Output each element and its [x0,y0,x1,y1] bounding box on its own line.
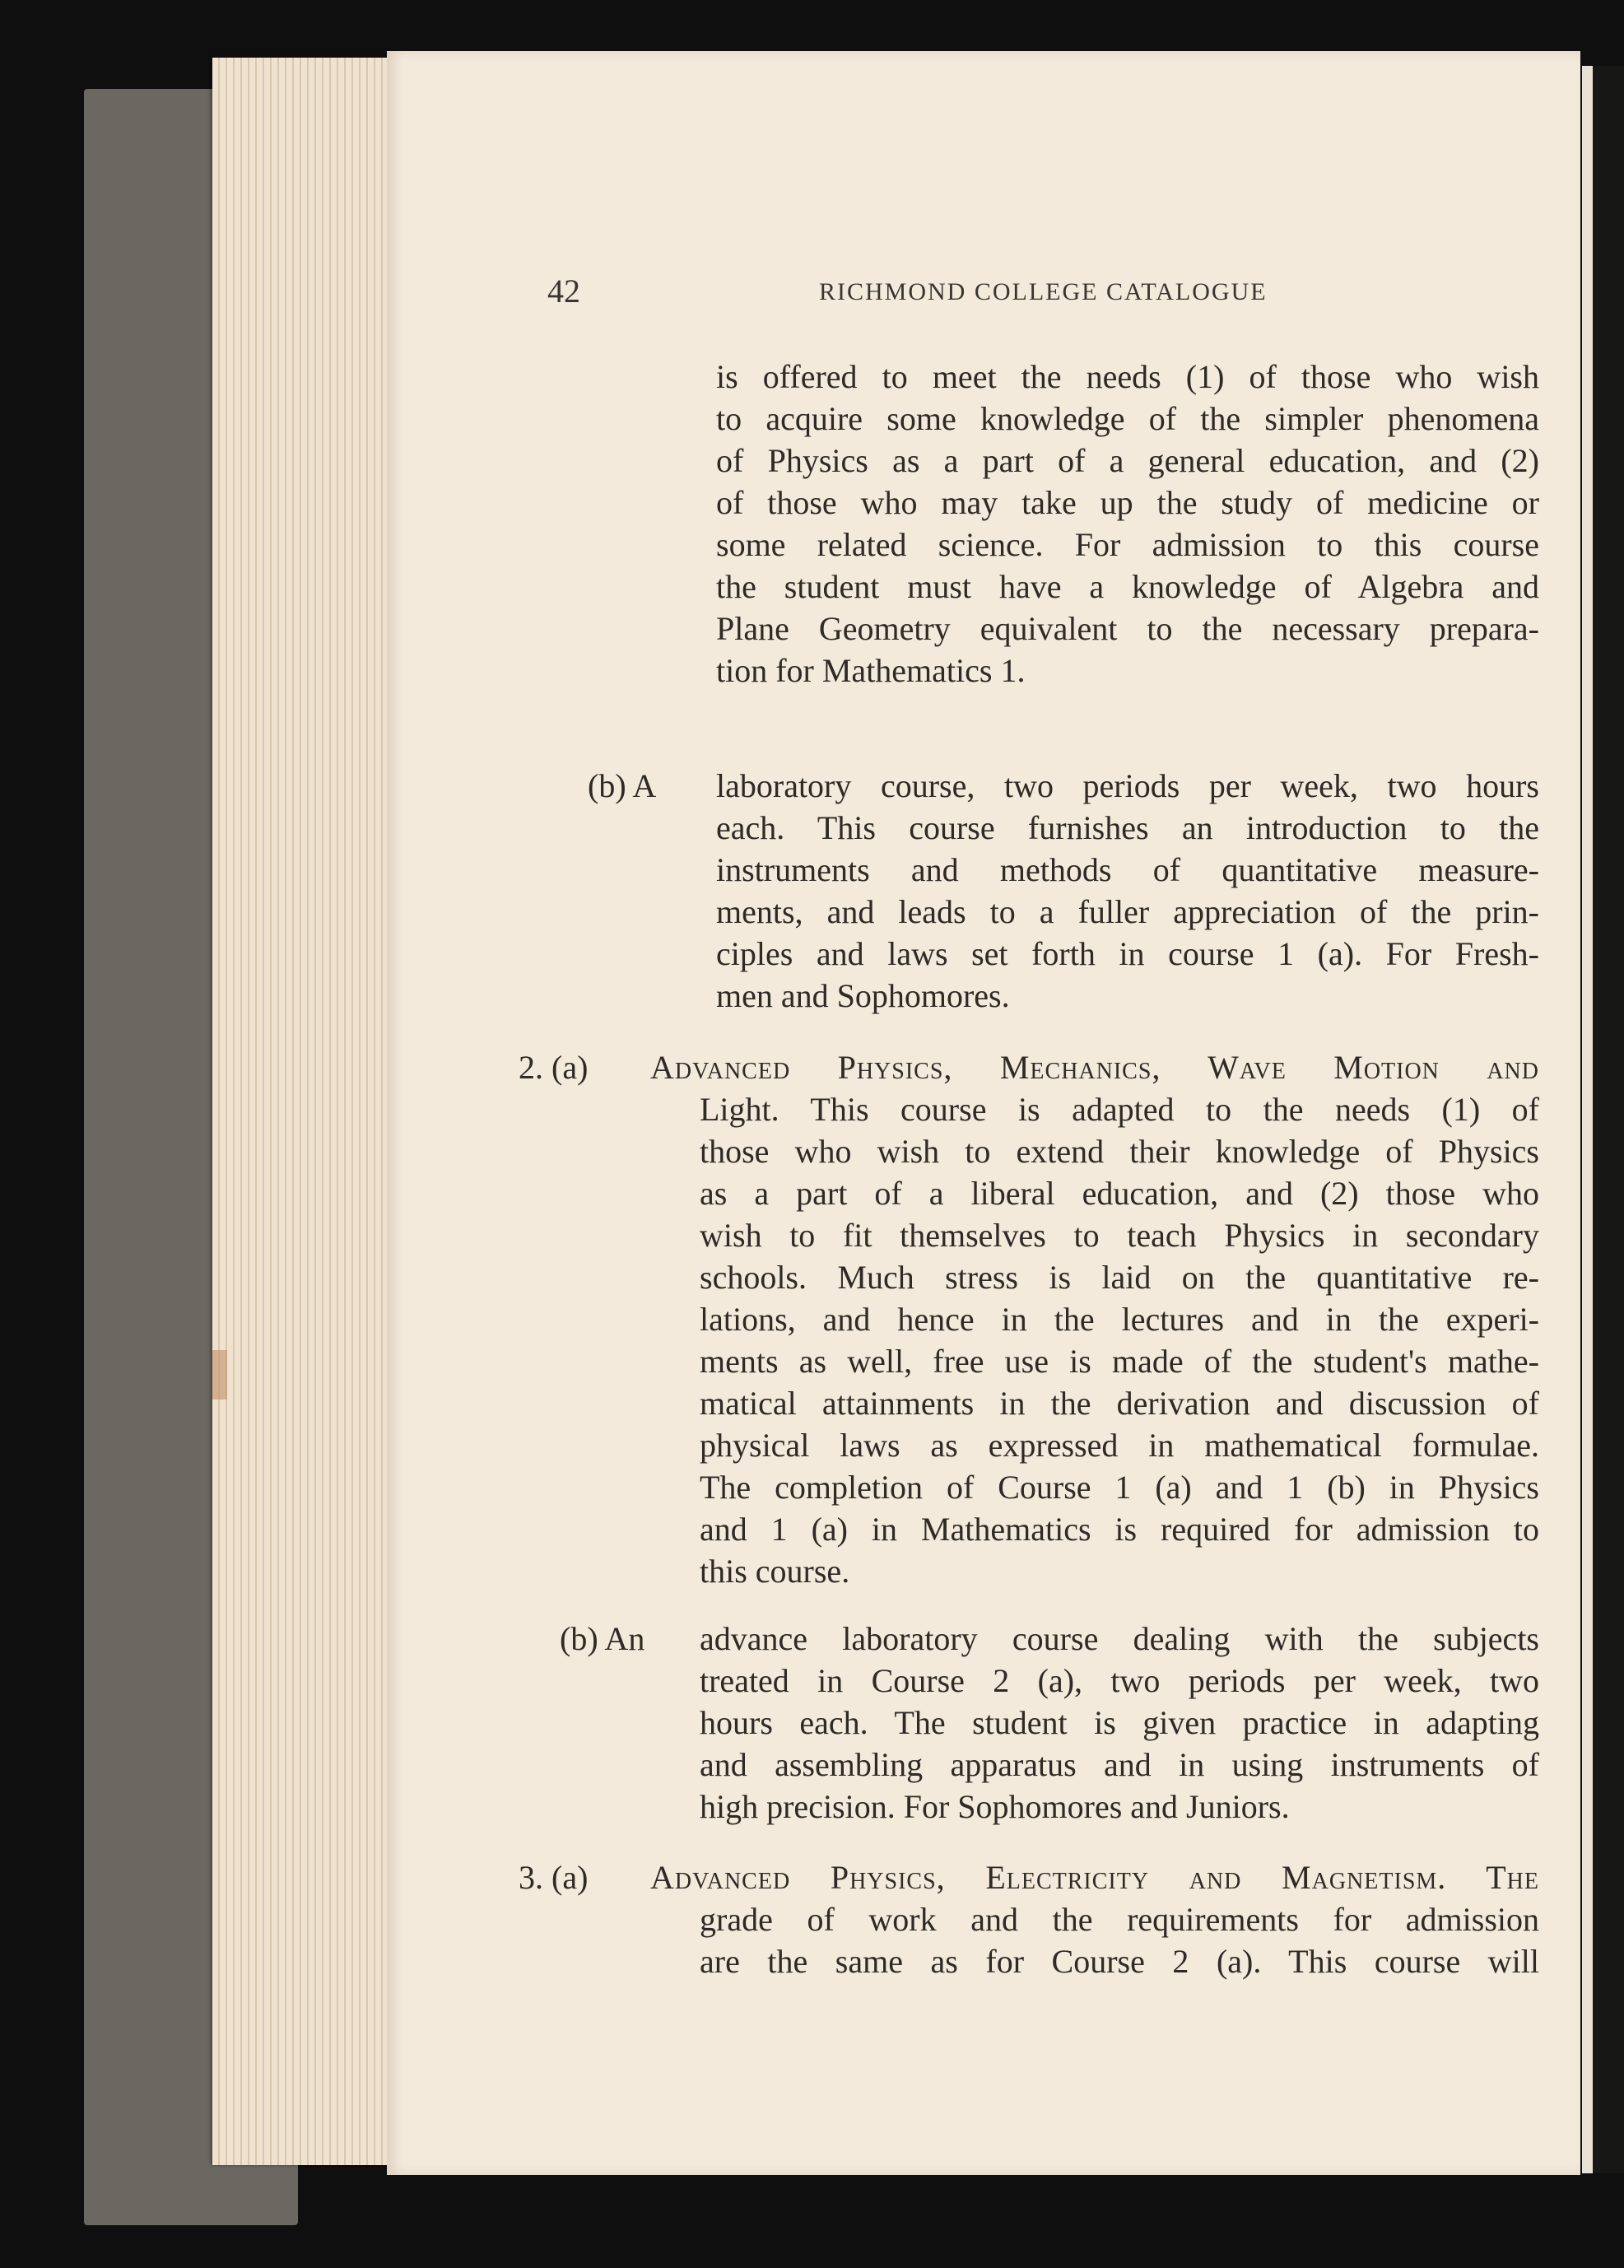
text-line: Light. This course is adapted to the needs (1) of [700,1091,1539,1128]
text-line: laboratory course, two periods per week, two hours [716,767,1539,804]
text-line: physical laws as expressed in mathematical formulae. [700,1427,1539,1464]
text-line: some related science. For admission to this course [716,526,1539,563]
text-line: the student must have a knowledge of Algebra and [716,568,1539,605]
item-1b-paragraph [716,765,1539,1017]
text-line: hours each. The student is given practice in adapting [700,1704,1539,1741]
text-line: those who wish to extend their knowledge of Physics [700,1133,1539,1170]
text-line: is offered to meet the needs (1) of those who wish [716,358,1539,395]
text-line: treated in Course 2 (a), two periods per week, two [700,1662,1539,1699]
item-3a-paragraph [650,1856,1539,1898]
text-line: men and Sophomores. [716,977,1010,1014]
catalogue-page [387,51,1580,2175]
text-line: wish to fit themselves to teach Physics in secondary [700,1217,1539,1254]
item-2a-body [700,1088,1539,1592]
text-line: ciples and laws set forth in course 1 (a). For Fresh- [716,935,1539,972]
text-line: instruments and methods of quantitative measure- [716,851,1539,888]
text-line: are the same as for Course 2 (a). This course will [700,1943,1539,1980]
page-edge-stain [212,1350,227,1399]
text-line: advance laboratory course dealing with the subjects [700,1620,1539,1657]
text-line: and 1 (a) in Mathematics is required for admission to [700,1511,1539,1548]
item-2b-paragraph [700,1618,1539,1828]
text-line: of those who may take up the study of medicine or [716,484,1539,521]
text-line: grade of work and the requirements for admission [700,1901,1539,1938]
page-edges [212,58,393,2165]
item-2a-paragraph [650,1046,1539,1088]
continuation-paragraph [716,356,1539,692]
course-title: Advanced Physics, Mechanics, Wave Motion and [650,1049,1539,1086]
text-line: Plane Geometry equivalent to the necessary prepara- [716,610,1539,647]
text-line: this course. [700,1553,850,1590]
item-2b-marker: (b) An [560,1620,645,1657]
text-line: as a part of a liberal education, and (2) those who [700,1175,1539,1212]
text-line: tion for Mathematics 1. [716,652,1026,689]
page-number: 42 [547,272,580,310]
item-3a-marker: 3. (a) [519,1859,589,1896]
text-line: high precision. For Sophomores and Juniors. [700,1788,1290,1825]
text-line: to acquire some knowledge of the simpler phenomena [716,400,1539,437]
item-2a-marker: 2. (a) [519,1049,589,1086]
text-line: ments as well, free use is made of the student's mathe- [700,1343,1539,1380]
adjacent-page-shadow [1593,66,1624,2173]
running-head: RICHMOND COLLEGE CATALOGUE [819,278,1268,305]
text-line: The completion of Course 1 (a) and 1 (b) in Physics [700,1469,1539,1506]
text-line: ments, and leads to a fuller appreciation of the prin- [716,893,1539,930]
course-title: Advanced Physics, Electricity and Magnetism. The [650,1859,1539,1896]
text-line: schools. Much stress is laid on the quantitative re- [700,1259,1539,1296]
text-line: and assembling apparatus and in using instruments of [700,1746,1539,1783]
item-1b-marker: (b) A [588,767,657,804]
text-line: each. This course furnishes an introduction to the [716,809,1539,846]
item-3a-body [700,1898,1539,1982]
text-line: lations, and hence in the lectures and in the experi- [700,1301,1539,1338]
text-line: matical attainments in the derivation and discussion of [700,1385,1539,1422]
text-line: of Physics as a part of a general education, and (2) [716,442,1539,479]
